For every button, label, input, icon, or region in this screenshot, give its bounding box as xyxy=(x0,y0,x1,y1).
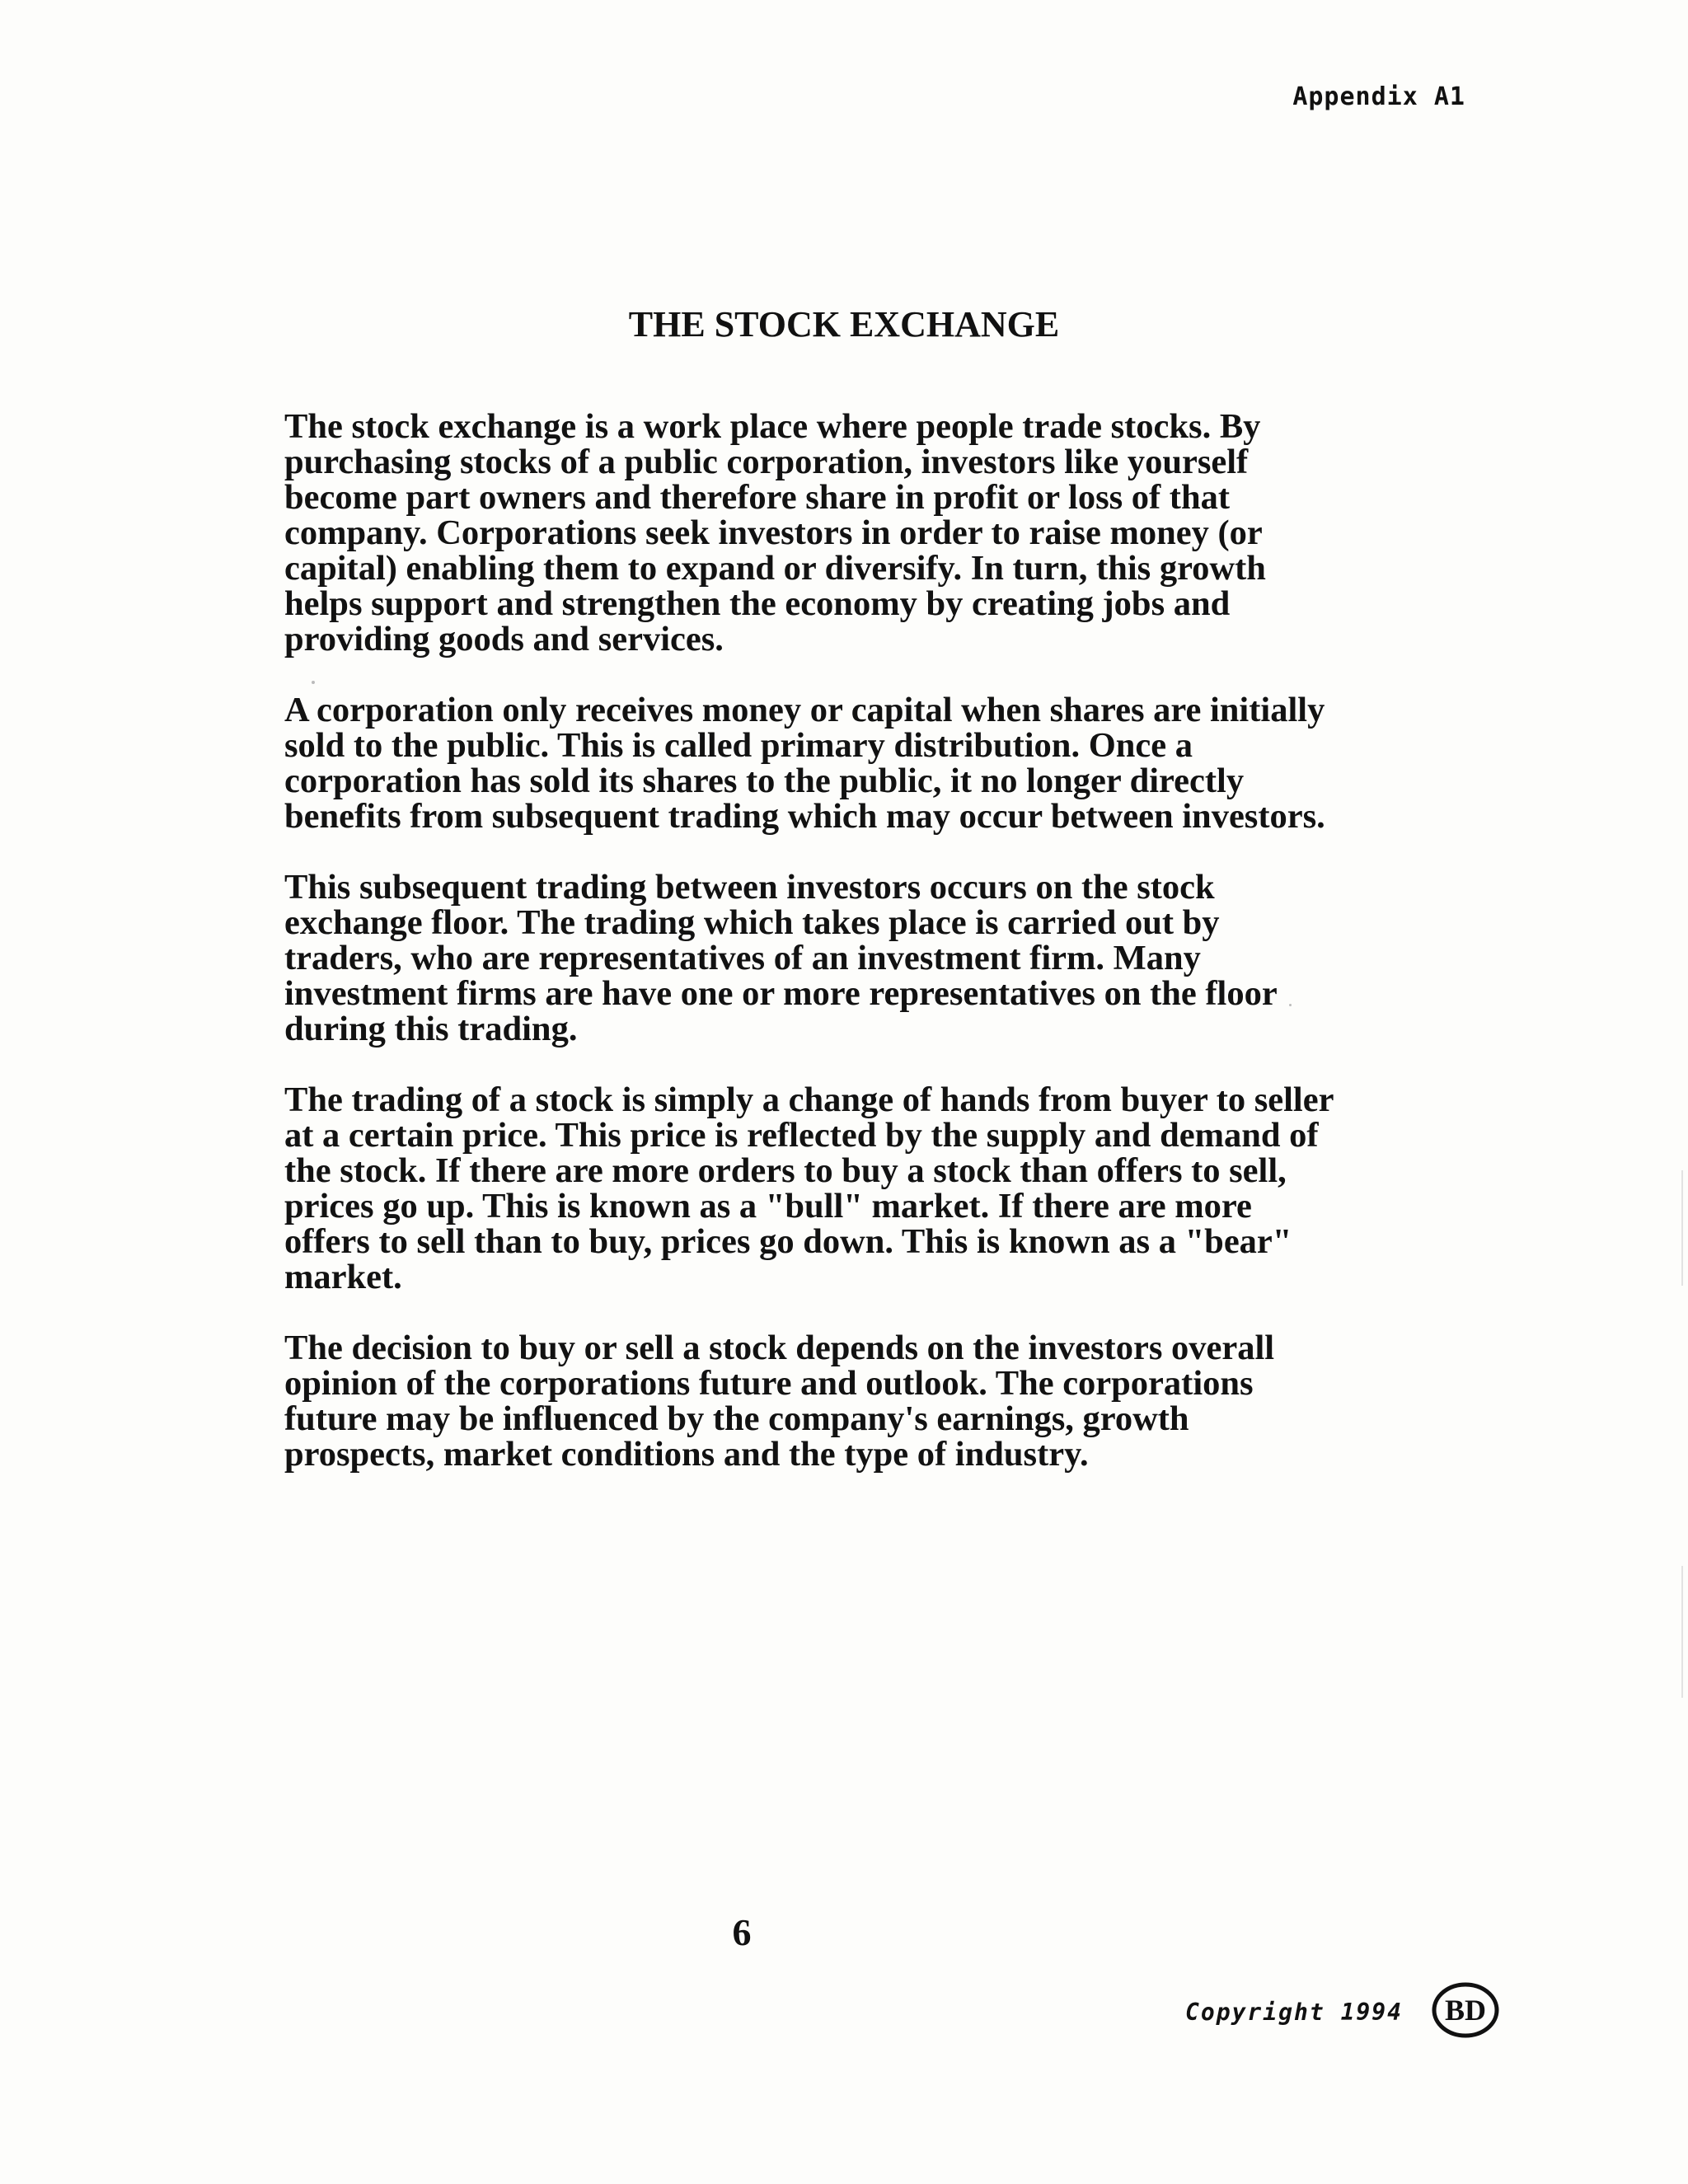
paragraph-4: The trading of a stock is simply a change of hands from buyer to seller at a certain price. This price is reflected by the supply and demand of the stock. If there are more orders to buy a stock than offers to sell, prices go up. This is known as a "bull" market. If there are more offers to sell than to buy, prices go down. This is known as a "bear" market. xyxy=(284,1080,1334,1296)
bd-circle-logo-icon xyxy=(1431,1981,1500,2039)
scan-speck xyxy=(1289,1004,1292,1006)
paragraph-5: The decision to buy or sell a stock depends on the investors overall opinion of the corporations future and outlook. The corporations future may be influenced by the company's earnings, growth prospects, market conditions and the type of industry. xyxy=(284,1329,1275,1474)
document-title: THE STOCK EXCHANGE xyxy=(628,304,1060,344)
logo-text: BD xyxy=(1444,1994,1487,2027)
appendix-label: Appendix A1 xyxy=(1292,82,1465,111)
document-body xyxy=(284,409,1339,1507)
copyright-notice: Copyright 1994 xyxy=(1185,1999,1404,2026)
paragraph-2: A corporation only receives money or capital when shares are initially sold to the public. This is called primary distribution. Once a corporation has sold its shares to the public, it no longer directly benefits from subsequent trading which may occur between investors. xyxy=(284,691,1325,836)
scan-speck xyxy=(1681,1170,1683,1286)
page-number: 6 xyxy=(732,1911,752,1953)
paragraph-3: This subsequent trading between investors occurs on the stock exchange floor. The trading which takes place is carried out by traders, who are representatives of an investment firm. Many investment firms are have one or more representatives on the floor during this trading. xyxy=(284,868,1277,1048)
scan-speck xyxy=(312,681,315,684)
scan-speck xyxy=(1681,1566,1683,1698)
paragraph-1: The stock exchange is a work place where people trade stocks. By purchasing stocks of a public corporation, investors like yourself become part owners and therefore share in profit or loss of that company. Corporations seek investors in order to raise money (or capital) enabling them to expand or diversify. In turn, this growth helps support and strengthen the economy by creating jobs and providing goods and services. xyxy=(284,407,1266,658)
